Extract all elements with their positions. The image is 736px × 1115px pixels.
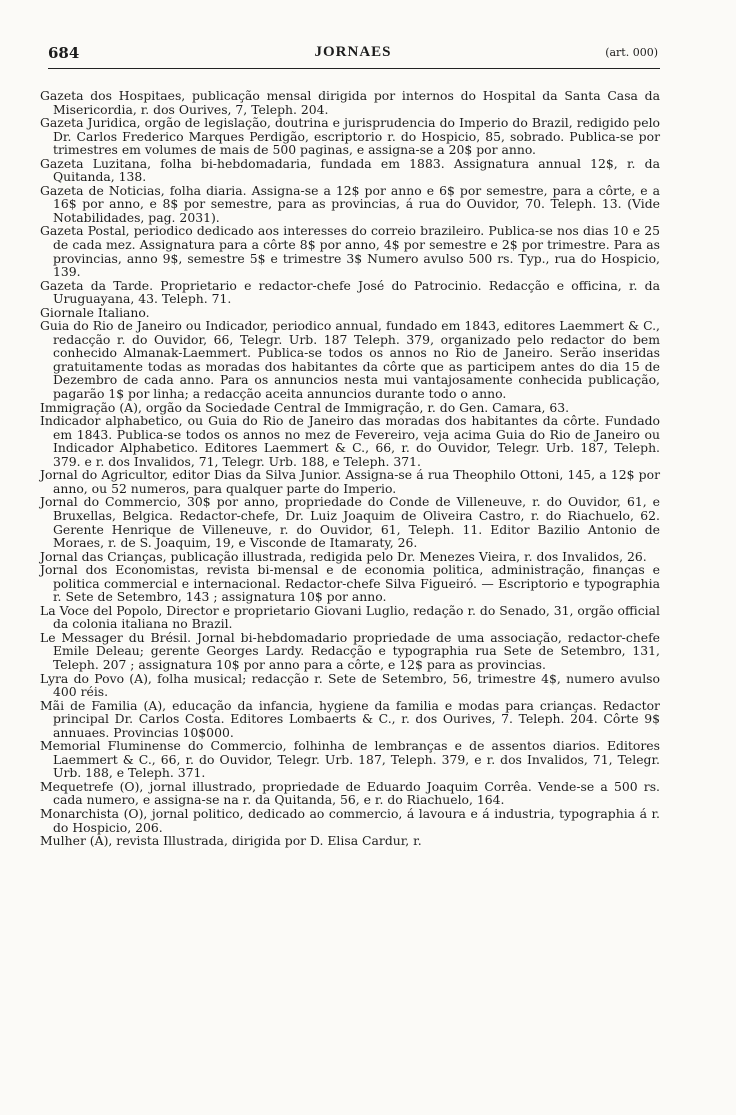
entry-gazeta-postal: Gazeta Postal, periodico dedicado aos interesses do correio brazileiro. Publica-se nos dias 10 e 25 de cada mez. Assignatura para a côrte 8$ por anno, 4$ por semestre e 2$ por trimestre. Para as provincias, anno 9$, semestre 5$ e trimestre 3$ Numero avulso 500 rs. Typ., rua do Hospicio, 139. bbox=[40, 223, 660, 280]
running-title: JORNAES bbox=[314, 44, 392, 60]
entry-gazeta-luzitana: Gazeta Luzitana, folha bi-hebdomadaria, fundada em 1883. Assignatura annual 12$, r. da Quitanda, 138. bbox=[40, 155, 660, 185]
entry-jornal-do-commercio: Jornal do Commercio, 30$ por anno, propriedade do Conde de Villeneuve, r. do Ouvidor, 61, e Bruxellas, Belgica. Redactor-chefe, Dr. Luiz Joaquim de Oliveira Castro, r. do Riachuelo, 62. Gerente Henrique de Villeneuve, r. do Ouvidor, 61, Teleph. 11. Editor Bazilio Antonio de Moraes, r. de S. Joaquim, 19, e Visconde de Itamaraty, 26. bbox=[40, 494, 660, 551]
header-rule bbox=[48, 68, 660, 69]
entry-indicador-alphabetico: Indicador alphabetico, ou Guia do Rio de Janeiro das moradas dos habitantes da côrte. Fundado em 1843. Publica-se todos os annos no mez de Fevereiro, veja acima Guia do Rio de Janeiro ou Indicador Alphabetico. Editores Laemmert & C., 66, r. do Ouvidor, Telegr. Urb. 187, Teleph. 379. e r. dos Invalidos, 71, Telegr. Urb. 188, e Teleph. 371. bbox=[40, 413, 660, 469]
entry-jornal-das-criancas: Jornal das Crianças, publicação illustrada, redigida pelo Dr. Menezes Vieira, r. dos Invalidos, 26. bbox=[40, 548, 647, 564]
entry-mulher: Mulher (A), revista Illustrada, dirigida por D. Elisa Cardur, r. bbox=[40, 833, 422, 849]
entry-jornal-dos-economistas: Jornal dos Economistas, revista bi-mensal e de economia politica, administração, finanças e politica commercial e internacional. Redactor-chefe Silva Figueiró. — Escriptorio e typographia r. Sete de Setembro, 143 ; assignatura 10$ por anno. bbox=[40, 562, 660, 605]
entry-gazeta-dos-hospitaes: Gazeta dos Hospitaes, publicação mensal dirigida por internos do Hospital da Santa Casa da Misericordia, r. dos Ourives, 7, Teleph. 204. bbox=[40, 88, 660, 117]
entry-la-voce-del-popolo: La Voce del Popolo, Director e proprietario Giovani Luglio, redação r. do Senado, 31, orgão official da colonia italiana no Brazil. bbox=[40, 602, 660, 632]
entry-monarchista: Monarchista (O), jornal politico, dedicado ao commercio, á lavoura e á industria, typographia á r. do Hospicio, 206. bbox=[40, 805, 660, 835]
page-header bbox=[48, 44, 658, 66]
entry-gazeta-de-noticias: Gazeta de Noticias, folha diaria. Assigna-se a 12$ por anno e 6$ por semestre, para a côrte, e a 16$ por anno, e 8$ por semestre, para as provincias, á rua do Ouvidor, 70. Teleph. 13. (Vide Notabilidades, pag. 2031). bbox=[40, 182, 660, 225]
entry-giornale-italiano: Giornale Italiano. bbox=[40, 304, 150, 320]
article-reference: (art. 000) bbox=[605, 46, 658, 59]
entry-immigracao: Immigração (A), orgão da Sociedade Central de Immigração, r. do Gen. Camara, 63. bbox=[40, 399, 570, 415]
entry-mequetrefe: Mequetrefe (O), jornal illustrado, propriedade de Eduardo Joaquim Corrêa. Vende-se a 500 rs. cada numero, e assigna-se na r. da Quitanda, 56, e r. do Riachuelo, 164. bbox=[40, 778, 660, 808]
entry-gazeta-da-tarde: Gazeta da Tarde. Proprietario e redactor-chefe José do Patrocinio. Redacção e officina, r. da Uruguayana, 43. Teleph. 71. bbox=[40, 277, 660, 307]
entry-mai-de-familia: Mãi de Familia (A), educação da infancia, hygiene da familia e modas para crianças. Redactor principal Dr. Carlos Costa. Editores Lombaerts & C., r. dos Ourives, 7. Teleph. 204. Côrte 9$ annuaes. Provincias 10$000. bbox=[40, 697, 660, 740]
entry-list bbox=[40, 89, 660, 848]
entry-memorial-fluminense: Memorial Fluminense do Commercio, folhinha de lembranças e de assentos diarios. Editores Laemmert & C., 66, r. do Ouvidor, Telegr. Urb. 187, Teleph. 379, e r. dos Invalidos, 71, Telegr. Urb. 188, e Teleph. 371. bbox=[40, 738, 660, 781]
entry-le-messager-du-bresil: Le Messager du Brésil. Jornal bi-hebdomadario propriedade de uma associação, redactor-chefe Emile Deleau; gerente Georges Lardy. Redacção e typographia rua Sete de Setembro, 131, Teleph. 207 ; assignatura 10$ por anno para a côrte, e 12$ para as provincias. bbox=[40, 629, 660, 672]
entry-gazeta-juridica: Gazeta Juridica, orgão de legislação, doutrina e jurisprudencia do Imperio do Brazil, redigido pelo Dr. Carlos Frederico Marques Perdigão, escriptorio r. do Hospicio, 85, sobrado. Publica-se por trimestres em volumes de mais de 500 paginas, e assigna-se a 20$ por anno. bbox=[40, 115, 660, 158]
entry-guia-do-rio: Guia do Rio de Janeiro ou Indicador, periodico annual, fundado em 1843, editores Laemmert & C., redacção r. do Ouvidor, 66, Telegr. Urb. 187 Teleph. 379, organizado pelo redactor do bem conhecido Almanak-Laemmert. Publica-se todos os annos no Rio de Janeiro. Serão inseridas gratuitamente todas as moradas dos habitantes da côrte que as participem antes do dia 15 de Dezembro de cada anno. Para os annuncios nesta mui vantajosamente conhecida publicação, pagarão 1$ por linha; a redacção aceita annuncios durante todo o anno. bbox=[40, 318, 660, 402]
entry-lyra-do-povo: Lyra do Povo (A), folha musical; redacção r. Sete de Setembro, 56, trimestre 4$, numero avulso 400 réis. bbox=[40, 670, 660, 700]
page-number: 684 bbox=[48, 44, 80, 62]
entry-jornal-do-agricultor: Jornal do Agricultor, editor Dias da Silva Junior. Assigna-se á rua Theophilo Ottoni, 145, a 12$ por anno, ou 52 numeros, para qualquer parte do Imperio. bbox=[40, 467, 660, 496]
